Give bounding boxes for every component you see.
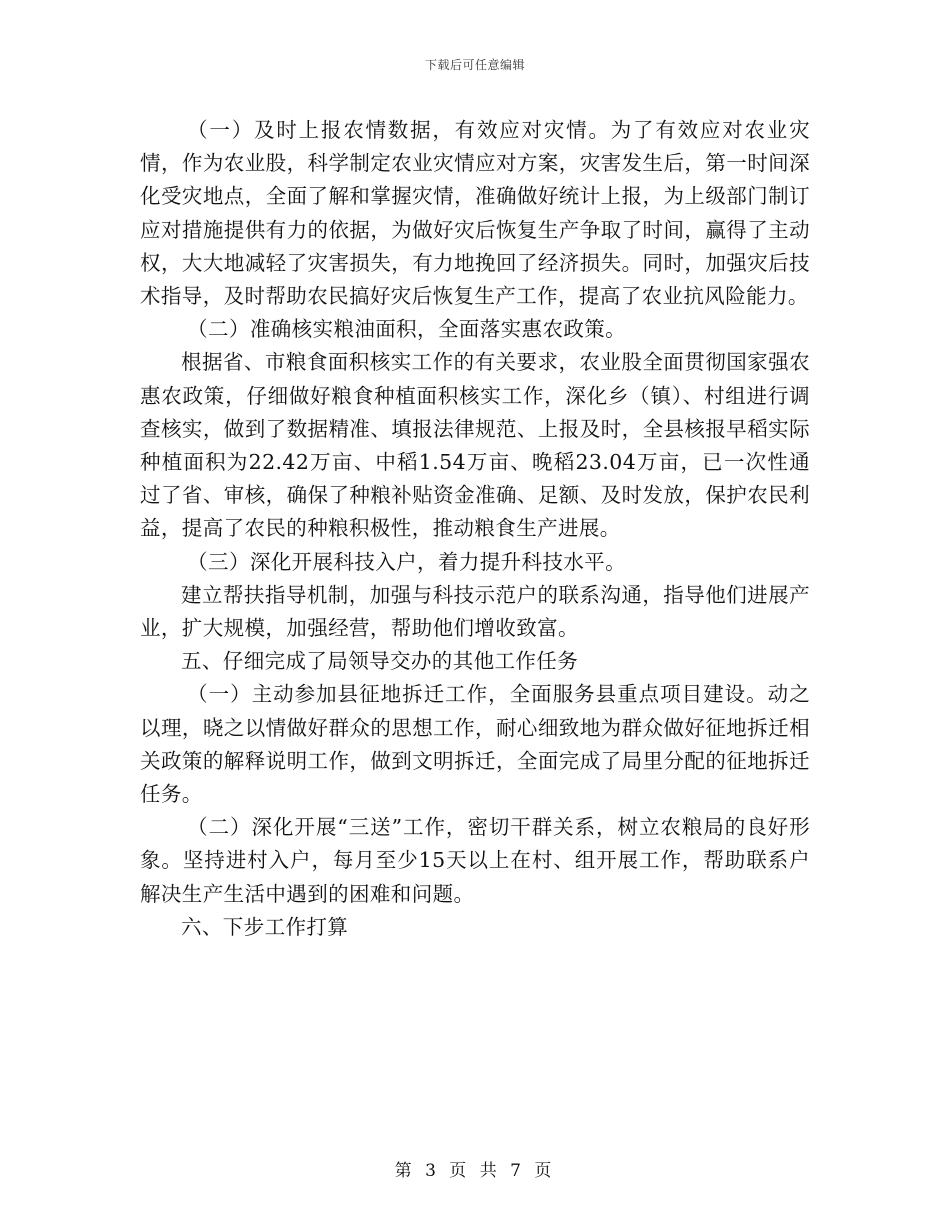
- paragraph-3: 根据省、市粮食面积核实工作的有关要求，农业股全面贯彻国家强农惠农政策，仔细做好粮食种植面积核实工作，深化乡（镇）、村组进行调查核实，做到了数据精准、填报法律规范、上报及时，全县核报早稻实际种植面积为22.42万亩、中稻1.54万亩、晚稻23.04万亩，已一次性通过了省、审核，确保了种粮补贴资金准确、足额、及时发放，保护农民利益，提高了农民的种粮积极性，推动粮食生产进展。: [140, 350, 810, 541]
- paragraph-4: （三）深化开展科技入户，着力提升科技水平。: [187, 549, 627, 574]
- section-heading-6: 六、下步工作打算: [181, 914, 349, 939]
- paragraph-5: 建立帮扶指导机制，加强与科技示范户的联系沟通，指导他们进展产业，扩大规模，加强经营，帮助他们增收致富。: [140, 582, 810, 641]
- document-body: [140, 114, 810, 944]
- paragraph-2: （二）准确核实粮油面积，全面落实惠农政策。: [187, 317, 627, 342]
- page-header: 下载后可任意编辑: [424, 58, 525, 72]
- section-heading-5: 五、仔细完成了局领导交办的其他工作任务: [181, 649, 579, 674]
- paragraph-7: （二）深化开展“三送”工作，密切干群关系，树立农粮局的良好形象。坚持进村入户，每月至少15天以上在村、组开展工作，帮助联系户解决生产生活中遇到的困难和问题。: [140, 815, 810, 906]
- paragraph-1: （一）及时上报农情数据，有效应对灾情。为了有效应对农业灾情，作为农业股，科学制定农业灾情应对方案，灾害发生后，第一时间深化受灾地点，全面了解和掌握灾情，准确做好统计上报，为上级部门制订应对措施提供有力的依据，为做好灾后恢复生产争取了时间，赢得了主动权，大大地减轻了灾害损失，有力地挽回了经济损失。同时，加强灾后技术指导，及时帮助农民搞好灾后恢复生产工作，提高了农业抗风险能力。: [140, 118, 810, 309]
- page-footer: 第 3 页 共 7 页: [394, 1161, 556, 1181]
- paragraph-6: （一）主动参加县征地拆迁工作，全面服务县重点项目建设。动之以理，晓之以情做好群众的思想工作，耐心细致地为群众做好征地拆迁相关政策的解释说明工作，做到文明拆迁，全面完成了局里分配的征地拆迁任务。: [140, 682, 810, 807]
